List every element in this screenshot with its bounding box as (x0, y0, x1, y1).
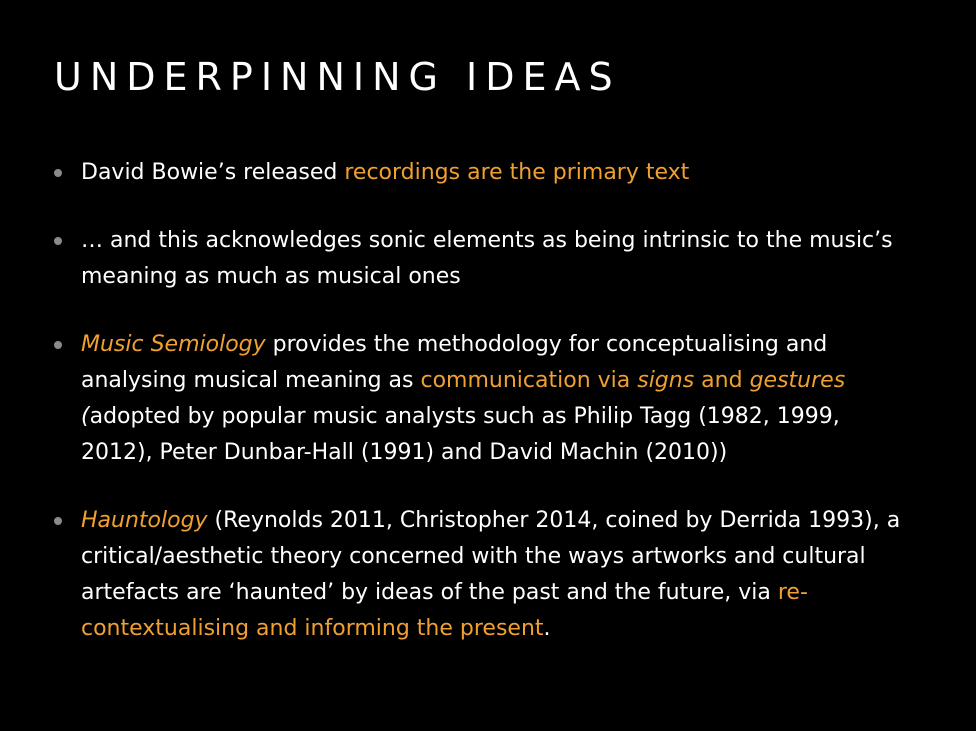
bullet-item (0, 327, 976, 471)
highlighted-italic-text: Hauntology (81, 508, 208, 533)
highlighted-italic-text: signs (637, 368, 695, 393)
bullet-text (81, 160, 689, 185)
highlighted-text: communication via (420, 368, 638, 393)
bullet-dot-icon (54, 237, 62, 245)
highlighted-text: re-contextualising and informing the present (81, 580, 808, 641)
highlighted-italic-text: Music Semiology (81, 332, 266, 357)
bullet-list (0, 155, 976, 647)
text-segment: . (543, 616, 551, 641)
text-segment: … and this acknowledges sonic elements as being intrinsic to the music’s meaning as much as musical ones (81, 228, 893, 289)
bullet-item (0, 503, 976, 647)
bullet-dot-icon (54, 169, 62, 177)
highlighted-text: recordings are the primary text (344, 160, 690, 185)
bullet-text (81, 508, 900, 641)
italic-text: ( (81, 404, 90, 429)
highlighted-italic-text: gestures (749, 368, 846, 393)
bullet-item (0, 223, 976, 295)
bullet-item (0, 155, 976, 191)
bullet-text (81, 228, 893, 289)
slide-title: UNDERPINNING IDEAS (54, 55, 621, 99)
bullet-text (81, 332, 845, 465)
text-segment: provides the methodology for conceptualising and analysing musical meaning as (81, 332, 828, 393)
bullet-dot-icon (54, 341, 62, 349)
text-segment: adopted by popular music analysts such as Philip Tagg (1982, 1999, 2012), Peter Dunbar-Hall (1991) and David Machin (2010)) (81, 404, 840, 465)
text-segment: David Bowie’s released (81, 160, 345, 185)
highlighted-text: and (694, 368, 750, 393)
bullet-dot-icon (54, 517, 62, 525)
text-segment: (Reynolds 2011, Christopher 2014, coined by Derrida 1993), a critical/aesthetic theory concerned with the ways artworks and cultural artefacts are ‘haunted’ by ideas of the past and the future, via (81, 508, 901, 605)
